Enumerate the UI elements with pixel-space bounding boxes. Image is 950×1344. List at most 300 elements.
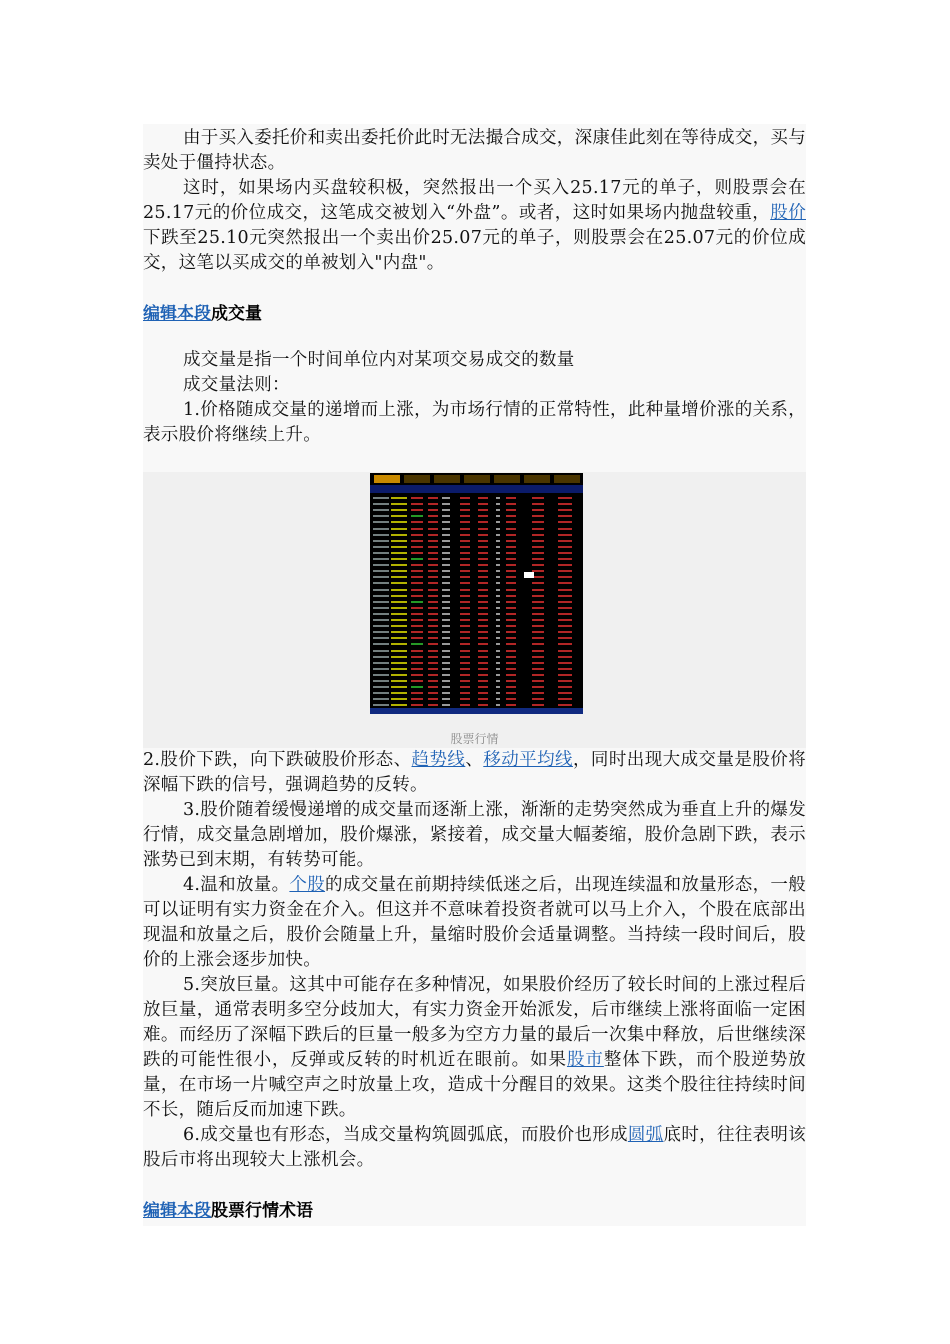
link-individual-stock[interactable]: 个股: [289, 875, 326, 895]
quote-cell: [391, 686, 407, 688]
quote-cell: [558, 607, 572, 609]
quote-cell: [428, 570, 438, 572]
quote-cell: [442, 601, 450, 603]
quote-cell: [411, 546, 423, 548]
quote-cell: [373, 546, 389, 548]
quote-cell: [532, 692, 544, 694]
quote-cell: [373, 497, 389, 499]
quote-cell: [496, 497, 500, 499]
quote-cell: [391, 546, 407, 548]
quote-cell: [478, 698, 488, 700]
quote-cell: [478, 540, 488, 542]
quote-header-bar: [370, 485, 583, 493]
quote-cell: [411, 589, 423, 591]
quote-cell: [460, 692, 470, 694]
quote-cell: [532, 625, 544, 627]
quote-cell: [411, 515, 423, 517]
quote-cell: [391, 619, 407, 621]
quote-cell: [411, 509, 423, 511]
quote-tab: [464, 475, 490, 483]
quote-cell: [478, 650, 488, 652]
quote-cell: [411, 552, 423, 554]
quote-cell: [506, 521, 516, 523]
quote-cell: [391, 613, 407, 615]
quote-row: [370, 696, 583, 702]
quote-cell: [442, 680, 450, 682]
quote-cell: [478, 509, 488, 511]
quote-cell: [373, 619, 389, 621]
quote-cell: [460, 515, 470, 517]
quote-cell: [391, 656, 407, 658]
quote-cell: [460, 698, 470, 700]
paragraph-rule-6: 6.成交量也有形态，当成交量构筑圆弧底，而股价也形成圆弧底时，往往表明该股后市将出现较大上涨机会。: [143, 1125, 806, 1170]
link-arc[interactable]: 圆弧: [627, 1125, 664, 1145]
quote-cell: [506, 698, 516, 700]
quote-cell: [428, 668, 438, 670]
quote-cell: [373, 698, 389, 700]
quote-cell: [411, 570, 423, 572]
quote-cell: [442, 674, 450, 676]
quote-cell: [391, 534, 407, 536]
quote-cell: [442, 576, 450, 578]
quote-cell: [373, 686, 389, 688]
quote-cell: [558, 692, 572, 694]
quote-cell: [428, 698, 438, 700]
quote-cell: [478, 552, 488, 554]
quote-cell: [460, 595, 470, 597]
quote-cell: [428, 637, 438, 639]
quote-cell: [411, 607, 423, 609]
quote-cell: [478, 595, 488, 597]
quote-row: [370, 678, 583, 684]
quote-cell: [373, 601, 389, 603]
quote-cell: [558, 552, 572, 554]
quote-cell: [373, 558, 389, 560]
quote-cell: [391, 607, 407, 609]
quote-cell: [558, 564, 572, 566]
quote-cell: [411, 656, 423, 658]
cursor-highlight: [524, 572, 534, 578]
quote-cell: [442, 546, 450, 548]
quote-cell: [442, 582, 450, 584]
quote-cell: [373, 595, 389, 597]
quote-cell: [478, 637, 488, 639]
quote-cell: [373, 643, 389, 645]
quote-cell: [373, 515, 389, 517]
quote-cell: [532, 521, 544, 523]
quote-cell: [478, 607, 488, 609]
quote-row: [370, 501, 583, 507]
quote-cell: [373, 552, 389, 554]
quote-cell: [558, 674, 572, 676]
quote-cell: [558, 540, 572, 542]
quote-cell: [496, 521, 500, 523]
quote-cell: [478, 503, 488, 505]
quote-cell: [460, 686, 470, 688]
quote-cell: [373, 534, 389, 536]
quote-cell: [478, 497, 488, 499]
quote-cell: [373, 631, 389, 633]
quote-cell: [496, 570, 500, 572]
quote-cell: [506, 564, 516, 566]
quote-cell: [442, 552, 450, 554]
quote-cell: [506, 546, 516, 548]
quote-cell: [428, 564, 438, 566]
quote-row: [370, 574, 583, 580]
quote-cell: [532, 686, 544, 688]
quote-cell: [532, 534, 544, 536]
quote-tab: [404, 475, 430, 483]
quote-cell: [506, 650, 516, 652]
quote-cell: [442, 521, 450, 523]
quote-cell: [558, 637, 572, 639]
quote-cell: [428, 692, 438, 694]
quote-cell: [411, 692, 423, 694]
quote-cell: [460, 509, 470, 511]
quote-cell: [506, 692, 516, 694]
quote-cell: [428, 601, 438, 603]
quote-cell: [532, 546, 544, 548]
quote-cell: [558, 643, 572, 645]
quote-cell: [442, 704, 450, 706]
quote-cell: [411, 564, 423, 566]
quote-cell: [373, 503, 389, 505]
quote-cell: [442, 540, 450, 542]
quote-cell: [558, 662, 572, 664]
quote-cell: [558, 515, 572, 517]
quote-cell: [428, 521, 438, 523]
quote-tab: [524, 475, 550, 483]
quote-cell: [442, 589, 450, 591]
quote-cell: [532, 698, 544, 700]
section-heading-terms: 编辑本段股票行情术语: [143, 1201, 313, 1221]
quote-cell: [478, 601, 488, 603]
quote-cell: [532, 662, 544, 664]
quote-cell: [532, 552, 544, 554]
quote-row: [370, 568, 583, 574]
quote-cell: [506, 515, 516, 517]
quote-cell: [460, 643, 470, 645]
quote-cell: [391, 595, 407, 597]
quote-cell: [460, 534, 470, 536]
quote-cell: [478, 564, 488, 566]
quote-cell: [558, 625, 572, 627]
quote-cell: [478, 674, 488, 676]
quote-row: [370, 519, 583, 525]
quote-cell: [506, 674, 516, 676]
quote-cell: [478, 546, 488, 548]
quote-row: [370, 513, 583, 519]
quote-cell: [391, 637, 407, 639]
quote-cell: [558, 546, 572, 548]
quote-cell: [496, 528, 500, 530]
quote-cell: [460, 558, 470, 560]
quote-cell: [373, 625, 389, 627]
quote-tab: [554, 475, 580, 483]
quote-cell: [558, 595, 572, 597]
quote-cell: [496, 680, 500, 682]
quote-cell: [478, 521, 488, 523]
quote-cell: [460, 601, 470, 603]
quote-cell: [460, 607, 470, 609]
quote-cell: [442, 509, 450, 511]
quote-cell: [411, 704, 423, 706]
quote-cell: [442, 564, 450, 566]
quote-cell: [506, 582, 516, 584]
quote-cell: [391, 564, 407, 566]
quote-cell: [411, 625, 423, 627]
quote-cell: [532, 674, 544, 676]
quote-cell: [478, 589, 488, 591]
quote-cell: [442, 595, 450, 597]
quote-cell: [496, 509, 500, 511]
article-body: [143, 124, 806, 1226]
paragraph-deadlock: 由于买入委托价和卖出委托价此时无法撮合成交，深康佳此刻在等待成交，买与卖处于僵持状态。: [143, 128, 806, 173]
quote-cell: [428, 625, 438, 627]
quote-cell: [442, 662, 450, 664]
quote-cell: [460, 521, 470, 523]
quote-cell: [506, 509, 516, 511]
quote-cell: [442, 619, 450, 621]
quote-cell: [460, 546, 470, 548]
quote-cell: [428, 631, 438, 633]
quote-row: [370, 623, 583, 629]
quote-cell: [460, 503, 470, 505]
quote-cell: [478, 625, 488, 627]
paragraph-volume-def: 成交量是指一个时间单位内对某项交易成交的数量: [183, 350, 575, 370]
quote-cell: [411, 619, 423, 621]
quote-cell: [496, 619, 500, 621]
quote-cell: [532, 582, 544, 584]
quote-row: [370, 611, 583, 617]
quote-cell: [478, 686, 488, 688]
quote-cell: [428, 576, 438, 578]
quote-cell: [532, 509, 544, 511]
quote-cell: [373, 704, 389, 706]
quote-cell: [373, 668, 389, 670]
quote-cell: [411, 650, 423, 652]
quote-cell: [428, 528, 438, 530]
quote-row: [370, 617, 583, 623]
quote-cell: [532, 613, 544, 615]
quote-cell: [373, 589, 389, 591]
quote-cell: [391, 601, 407, 603]
quote-cell: [391, 650, 407, 652]
quote-cell: [558, 570, 572, 572]
quote-cell: [411, 601, 423, 603]
quote-cell: [506, 643, 516, 645]
quote-cell: [478, 692, 488, 694]
quote-cell: [411, 503, 423, 505]
quote-cell: [532, 589, 544, 591]
quote-cell: [478, 558, 488, 560]
quote-cell: [411, 540, 423, 542]
quote-cell: [391, 698, 407, 700]
quote-cell: [460, 668, 470, 670]
quote-cell: [506, 589, 516, 591]
quote-cell: [411, 576, 423, 578]
quote-cell: [411, 497, 423, 499]
quote-cell: [478, 668, 488, 670]
quote-cell: [442, 528, 450, 530]
quote-cell: [460, 589, 470, 591]
quote-cell: [428, 607, 438, 609]
quote-cell: [428, 552, 438, 554]
quote-cell: [391, 570, 407, 572]
quote-cell: [373, 662, 389, 664]
quote-cell: [460, 582, 470, 584]
quote-cell: [428, 704, 438, 706]
quote-cell: [460, 576, 470, 578]
quote-cell: [460, 637, 470, 639]
quote-cell: [478, 619, 488, 621]
quote-cell: [373, 680, 389, 682]
quote-cell: [373, 521, 389, 523]
quote-cell: [496, 595, 500, 597]
quote-cell: [442, 686, 450, 688]
quote-cell: [558, 503, 572, 505]
quote-cell: [558, 686, 572, 688]
quote-cell: [442, 613, 450, 615]
quote-cell: [428, 650, 438, 652]
quote-cell: [496, 692, 500, 694]
link-trend-line[interactable]: 趋势线: [411, 750, 466, 770]
quote-cell: [496, 625, 500, 627]
quote-cell: [496, 552, 500, 554]
quote-cell: [442, 558, 450, 560]
quote-cell: [373, 656, 389, 658]
quote-cell: [391, 704, 407, 706]
quote-cell: [558, 576, 572, 578]
quote-cell: [532, 704, 544, 706]
quote-cell: [496, 613, 500, 615]
quote-cell: [428, 656, 438, 658]
quote-cell: [506, 625, 516, 627]
quote-cell: [558, 656, 572, 658]
quote-cell: [506, 704, 516, 706]
quote-cell: [428, 534, 438, 536]
quote-cell: [460, 497, 470, 499]
quote-cell: [442, 692, 450, 694]
stock-quote-figure: [143, 472, 806, 748]
quote-cell: [478, 534, 488, 536]
quote-cell: [411, 631, 423, 633]
quote-cell: [478, 576, 488, 578]
quote-cell: [532, 595, 544, 597]
quote-cell: [496, 631, 500, 633]
quote-row: [370, 544, 583, 550]
quote-cell: [532, 515, 544, 517]
quote-cell: [391, 576, 407, 578]
quote-cell: [460, 570, 470, 572]
quote-cell: [478, 528, 488, 530]
quote-cell: [460, 528, 470, 530]
quote-row: [370, 587, 583, 593]
quote-cell: [532, 607, 544, 609]
quote-cell: [373, 582, 389, 584]
quote-cell: [411, 662, 423, 664]
quote-cell: [373, 570, 389, 572]
quote-cell: [442, 497, 450, 499]
quote-cell: [478, 656, 488, 658]
edit-section-link[interactable]: 编辑本段: [143, 1201, 211, 1221]
quote-cell: [558, 613, 572, 615]
quote-cell: [391, 509, 407, 511]
quote-cell: [391, 589, 407, 591]
paragraph-rule-1: 1.价格随成交量的递增而上涨，为市场行情的正常特性，此种量增价涨的关系，表示股价将继续上升。: [143, 400, 806, 445]
link-moving-average[interactable]: 移动平均线: [483, 750, 573, 770]
quote-cell: [532, 650, 544, 652]
quote-cell: [428, 540, 438, 542]
quote-row: [370, 648, 583, 654]
quote-cell: [442, 668, 450, 670]
quote-cell: [442, 631, 450, 633]
link-stock-price[interactable]: 股价: [770, 203, 806, 223]
quote-cell: [391, 528, 407, 530]
quote-cell: [496, 668, 500, 670]
quote-cell: [373, 576, 389, 578]
quote-cell: [373, 528, 389, 530]
quote-cell: [558, 650, 572, 652]
quote-cell: [496, 674, 500, 676]
quote-cell: [373, 509, 389, 511]
quote-cell: [411, 698, 423, 700]
quote-cell: [532, 540, 544, 542]
quote-cell: [496, 564, 500, 566]
quote-cell: [373, 607, 389, 609]
quote-cell: [460, 613, 470, 615]
quote-row: [370, 526, 583, 532]
quote-cell: [558, 631, 572, 633]
quote-cell: [496, 650, 500, 652]
figure-caption: 股票行情: [450, 732, 499, 746]
paragraph-rule-5: 5.突放巨量。这其中可能存在多种情况，如果股价经历了较长时间的上涨过程后放巨量，通常表明多空分歧加大，有实力资金开始派发，后市继续上涨将面临一定困难。而经历了深幅下跌后的巨量一般多为空方力量的最后一次集中释放，后世继续深跌的可能性很小，反弹或反转的时机近在眼前。如果股市整体下跌，而个股逆势放量，在市场一片喊空声之时放量上攻，造成十分醒目的效果。这类个股往往持续时间不长，随后反而加速下跌。: [143, 975, 806, 1120]
quote-row: [370, 672, 583, 678]
quote-cell: [442, 643, 450, 645]
quote-cell: [506, 656, 516, 658]
quote-cell: [506, 528, 516, 530]
quote-cell: [506, 595, 516, 597]
quote-cell: [506, 558, 516, 560]
quote-cell: [411, 528, 423, 530]
quote-cell: [428, 589, 438, 591]
quote-tab: [494, 475, 520, 483]
quote-cell: [532, 643, 544, 645]
quote-cell: [460, 704, 470, 706]
quote-cell: [411, 521, 423, 523]
quote-cell: [506, 680, 516, 682]
quote-cell: [506, 686, 516, 688]
section-heading-volume: 编辑本段成交量: [143, 304, 262, 324]
quote-cell: [506, 631, 516, 633]
quote-cell: [391, 631, 407, 633]
quote-row: [370, 660, 583, 666]
quote-cell: [391, 497, 407, 499]
link-stock-market[interactable]: 股市: [566, 1050, 604, 1070]
quote-cell: [373, 613, 389, 615]
quote-cell: [391, 625, 407, 627]
quote-cell: [506, 552, 516, 554]
quote-cell: [478, 680, 488, 682]
edit-section-link[interactable]: 编辑本段: [143, 304, 211, 324]
quote-cell: [506, 637, 516, 639]
quote-cell: [460, 564, 470, 566]
quote-cell: [506, 576, 516, 578]
quote-cell: [391, 643, 407, 645]
quote-cell: [532, 680, 544, 682]
quote-cell: [496, 515, 500, 517]
quote-cell: [506, 601, 516, 603]
